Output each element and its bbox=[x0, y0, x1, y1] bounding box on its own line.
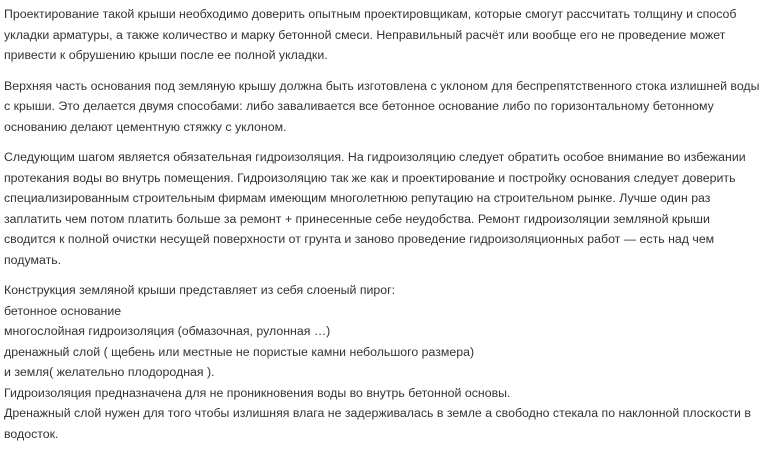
paragraph-roof-layers bbox=[4, 280, 751, 444]
paragraph-base-slope bbox=[4, 76, 760, 138]
text-line: Дренажный слой нужен для того чтобы излишняя влага не задерживалась в земле а свободно стекала по наклонной плоскости в bbox=[4, 406, 751, 420]
text-line: Проектирование такой крыши необходимо доверить опытным проектировщикам, которые смогут рассчитать толщину и способ bbox=[4, 7, 737, 21]
text-line: привести к обрушению крыши после ее полной укладки. bbox=[4, 48, 328, 62]
text-line: Верхняя часть основания под земляную крышу должна быть изготовлена с уклоном для беспрепятственного стока излишней воды bbox=[4, 78, 760, 93]
text-line: Гидроизоляция предназначена для не проникновения воды во внутрь бетонной основы. bbox=[4, 385, 511, 400]
list-item-waterproofing: многослойная гидроизоляция (обмазочная, рулонная …) bbox=[4, 324, 331, 338]
article-body bbox=[4, 4, 760, 454]
text-line: специализированным строительным фирмам имеющим многолетнюю репутацию на строительном рынке. Лучше один раз bbox=[4, 191, 711, 205]
text-line: водосток. bbox=[4, 426, 59, 441]
list-item-drainage-layer: дренажный слой ( щебень или местные не пористые камни небольшого размера) bbox=[4, 344, 475, 359]
list-item-soil: и земля( желательно плодородная ). bbox=[4, 365, 215, 379]
text-line: подумать. bbox=[4, 252, 62, 267]
text-line: Конструкция земляной крыши представляет из себя слоеный пирог: bbox=[4, 283, 396, 297]
text-line: с крыши. Это делается двумя способами: либо заваливается все бетонное основание либо по горизонтальному бетонному bbox=[4, 99, 714, 113]
text-line: сводится к полной очистки несущей поверхности от грунта и заново проведение гидроизоляционных работ — есть над чем bbox=[4, 232, 715, 246]
text-line: укладки арматуры, а также количество и марку бетонной смеси. Неправильный расчёт или вообще его не проведение может bbox=[4, 27, 726, 42]
paragraph-roof-design bbox=[4, 4, 737, 66]
text-line: Следующим шагом является обязательная гидроизоляция. На гидроизоляцию следует обратить особое внимание во избежании bbox=[4, 150, 746, 164]
text-line: заплатить чем потом платить больше за ремонт + принесенные себе неудобства. Ремонт гидроизоляции земляной крыши bbox=[4, 211, 710, 226]
text-line: основанию делают цементную стяжку с уклоном. bbox=[4, 119, 287, 134]
text-line: протекания воды во внутрь помещения. Гидроизоляцию так же как и проектирование и постройку основания следует доверить bbox=[4, 170, 736, 185]
list-item-concrete-base: бетонное основание bbox=[4, 303, 122, 318]
paragraph-waterproofing bbox=[4, 147, 746, 270]
